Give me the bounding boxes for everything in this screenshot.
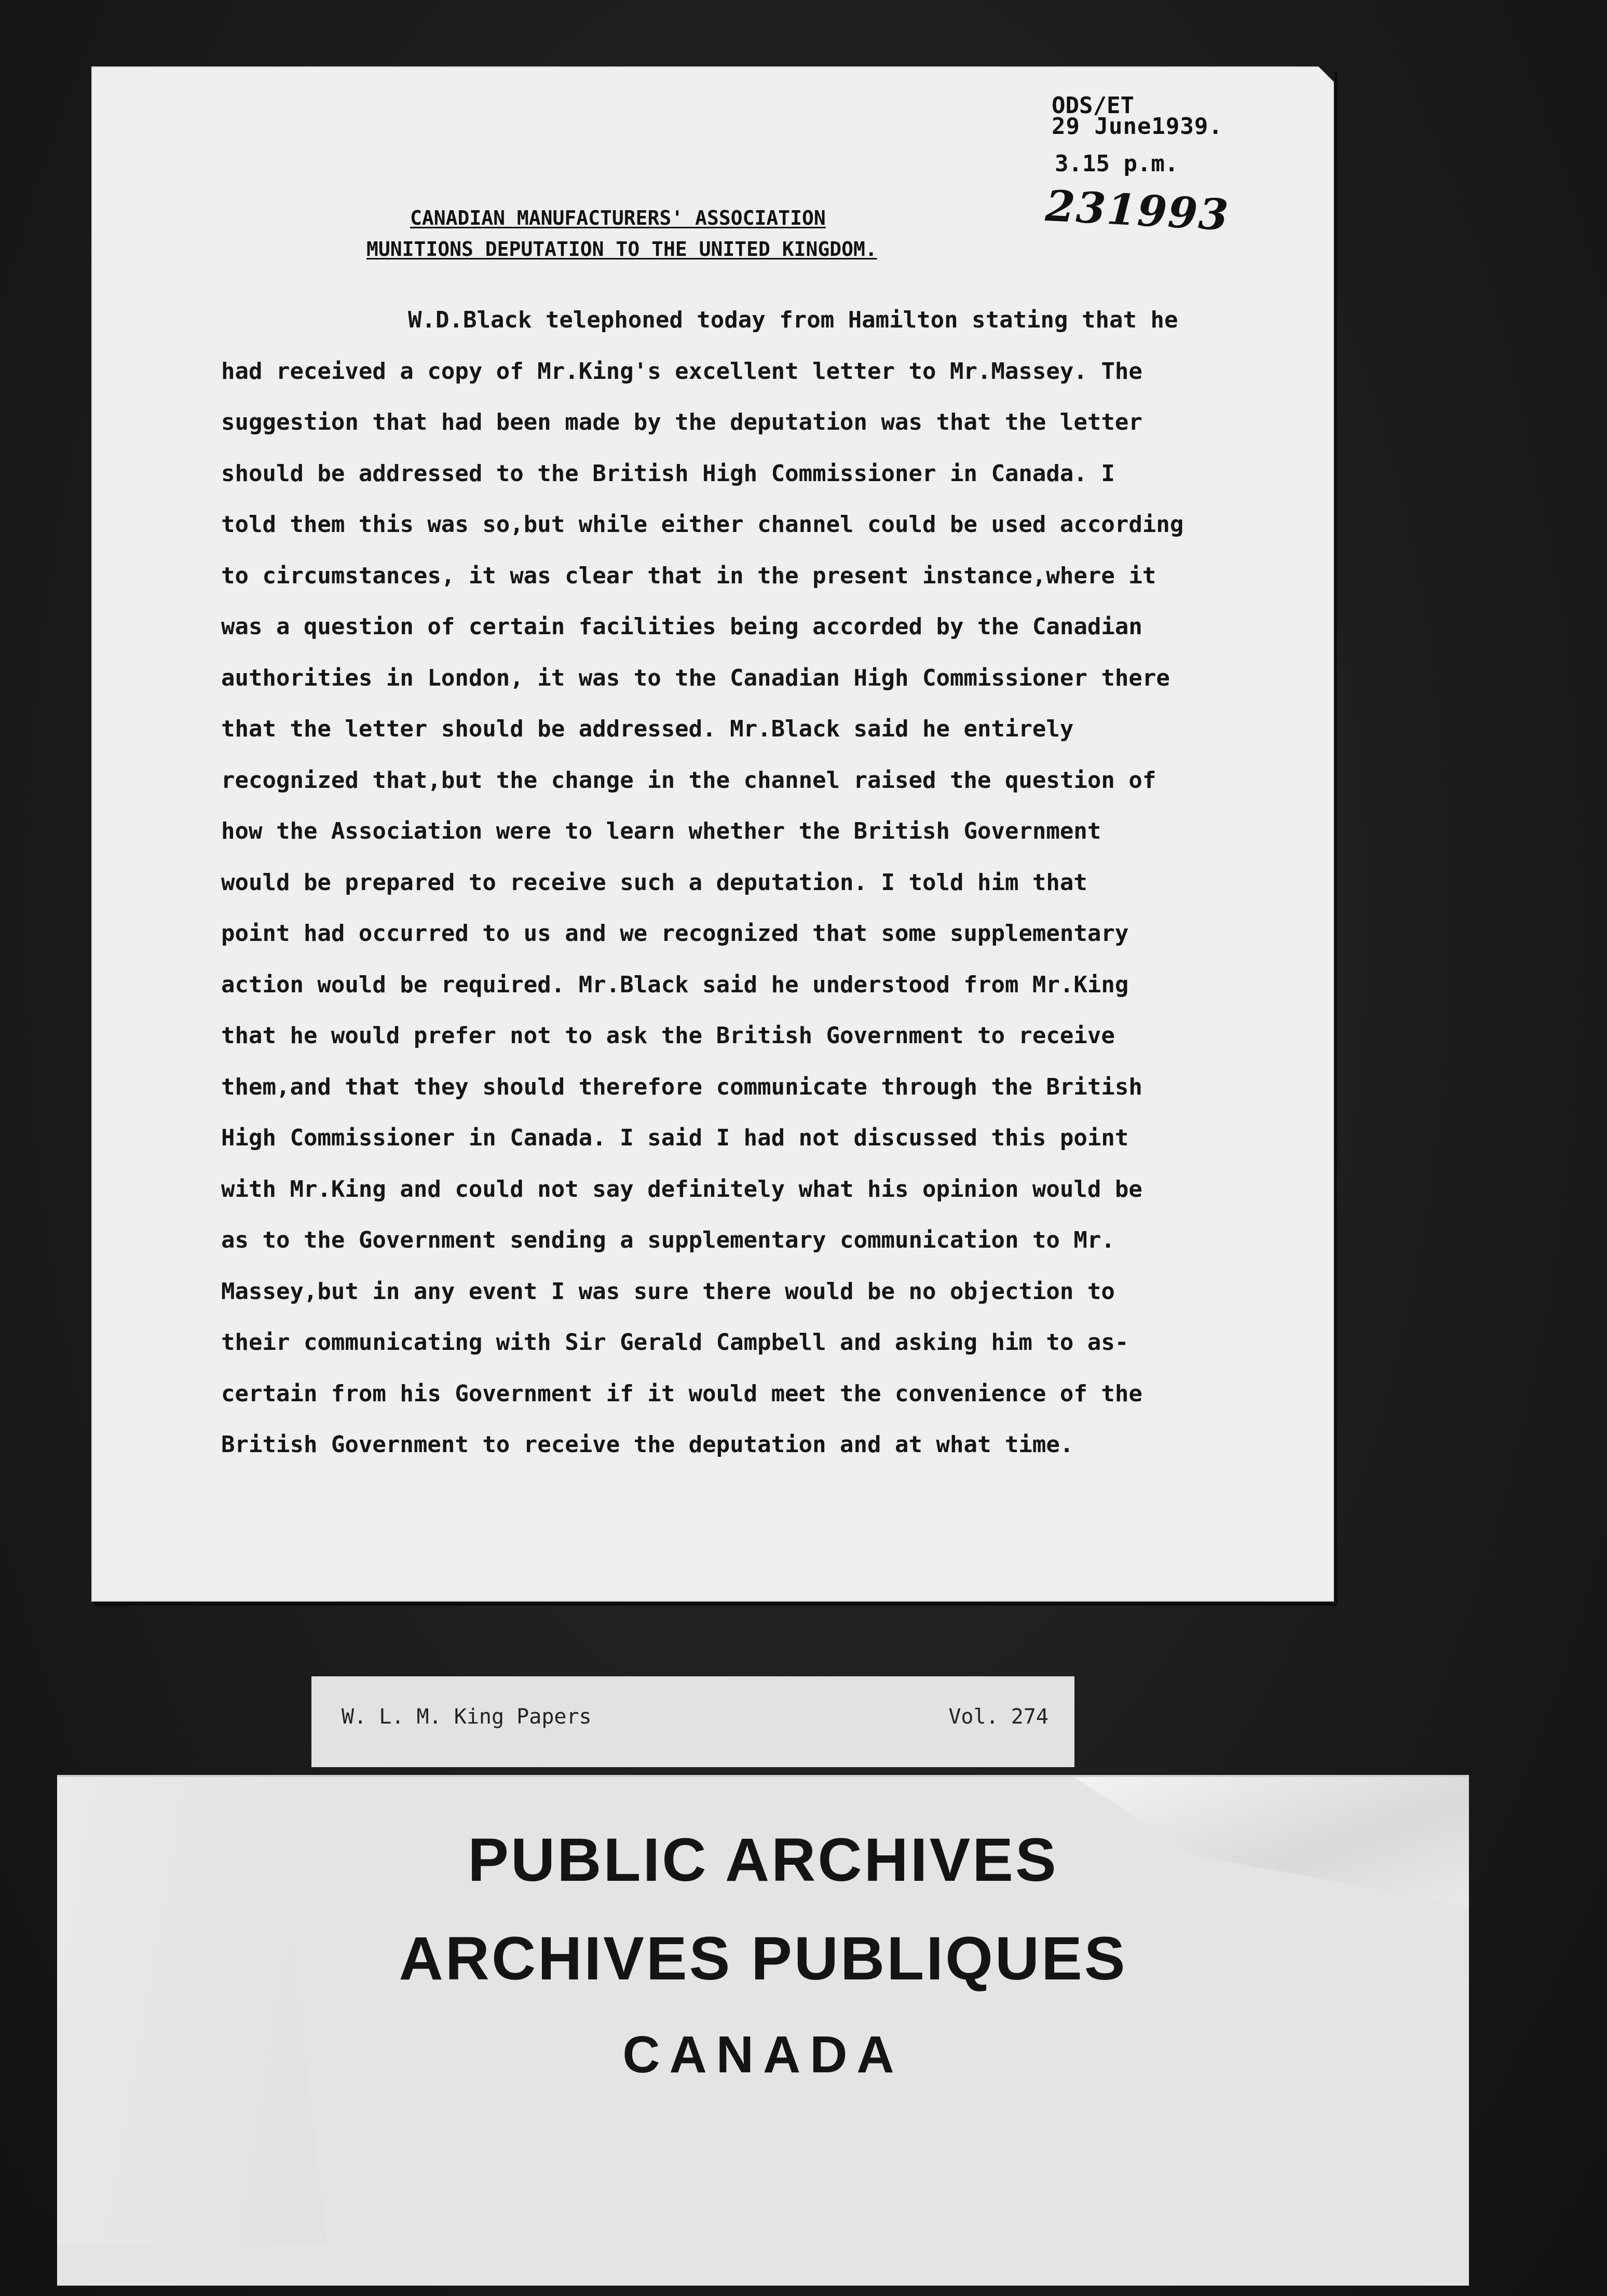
letter-date: 29 June1939. [1052, 113, 1223, 140]
body-line: action would be required. Mr.Black said he understood from Mr.King [221, 971, 1129, 998]
body-line: recognized that,but the change in the channel raised the question of [221, 767, 1156, 794]
papers-label: W. L. M. King Papers [342, 1705, 592, 1729]
body-line: that he would prefer not to ask the British Government to receive [221, 1022, 1115, 1049]
body-line: to circumstances, it was clear that in the present instance,where it [221, 562, 1156, 589]
document-number: 231993 [1044, 181, 1231, 241]
body-line: told them this was so,but while either channel could be used according [221, 511, 1184, 538]
archives-country: CANADA [622, 2026, 904, 2084]
body-line: had received a copy of Mr.King's excellent letter to Mr.Massey. The [221, 358, 1142, 385]
body-line: was a question of certain facilities being accorded by the Canadian [221, 613, 1142, 640]
heading-line: CANADIAN MANUFACTURERS' ASSOCIATION [410, 207, 826, 229]
body-line: that the letter should be addressed. Mr.Black said he entirely [221, 716, 1074, 742]
sheet-corner [1317, 65, 1335, 83]
reference-code: ODS/ET [1052, 92, 1134, 119]
body-line: should be addressed to the British High Commissioner in Canada. I [221, 460, 1115, 487]
body-line: them,and that they should therefore communicate through the British [221, 1073, 1142, 1100]
body-line: High Commissioner in Canada. I said I had not discussed this point [221, 1125, 1129, 1151]
body-line: authorities in London, it was to the Canadian High Commissioner there [221, 664, 1170, 691]
archives-title-french: ARCHIVES PUBLIQUES [399, 1924, 1127, 1993]
body-line: point had occurred to us and we recognized that some supplementary [221, 920, 1129, 947]
body-line: suggestion that had been made by the deputation was that the letter [221, 409, 1142, 435]
body-line: with Mr.King and could not say definitely what his opinion would be [221, 1176, 1142, 1202]
body-line: British Government to receive the deputation and at what time. [221, 1431, 1074, 1458]
body-line: how the Association were to learn whether the British Government [221, 818, 1101, 844]
body-line: as to the Government sending a supplementary communication to Mr. [221, 1227, 1115, 1253]
body-line: Massey,but in any event I was sure there would be no objection to [221, 1278, 1115, 1305]
letter-time: 3.15 p.m. [1055, 151, 1179, 177]
archives-title-english: PUBLIC ARCHIVES [468, 1826, 1058, 1894]
heading-line: MUNITIONS DEPUTATION TO THE UNITED KINGDOM. [366, 238, 877, 261]
letter-heading [366, 202, 1145, 265]
archives-card [57, 1775, 1469, 2286]
body-line: would be prepared to receive such a deputation. I told him that [221, 869, 1087, 896]
letter-sheet [91, 66, 1334, 1602]
body-line: their communicating with Sir Gerald Campbell and asking him to as- [221, 1329, 1129, 1356]
body-line: W.D.Black telephoned today from Hamilton stating that he [408, 307, 1178, 333]
letter-body [221, 295, 1290, 1471]
papers-label-strip [311, 1676, 1074, 1767]
body-line: certain from his Government if it would meet the convenience of the [221, 1380, 1142, 1407]
volume-label: Vol. 274 [948, 1705, 1048, 1729]
